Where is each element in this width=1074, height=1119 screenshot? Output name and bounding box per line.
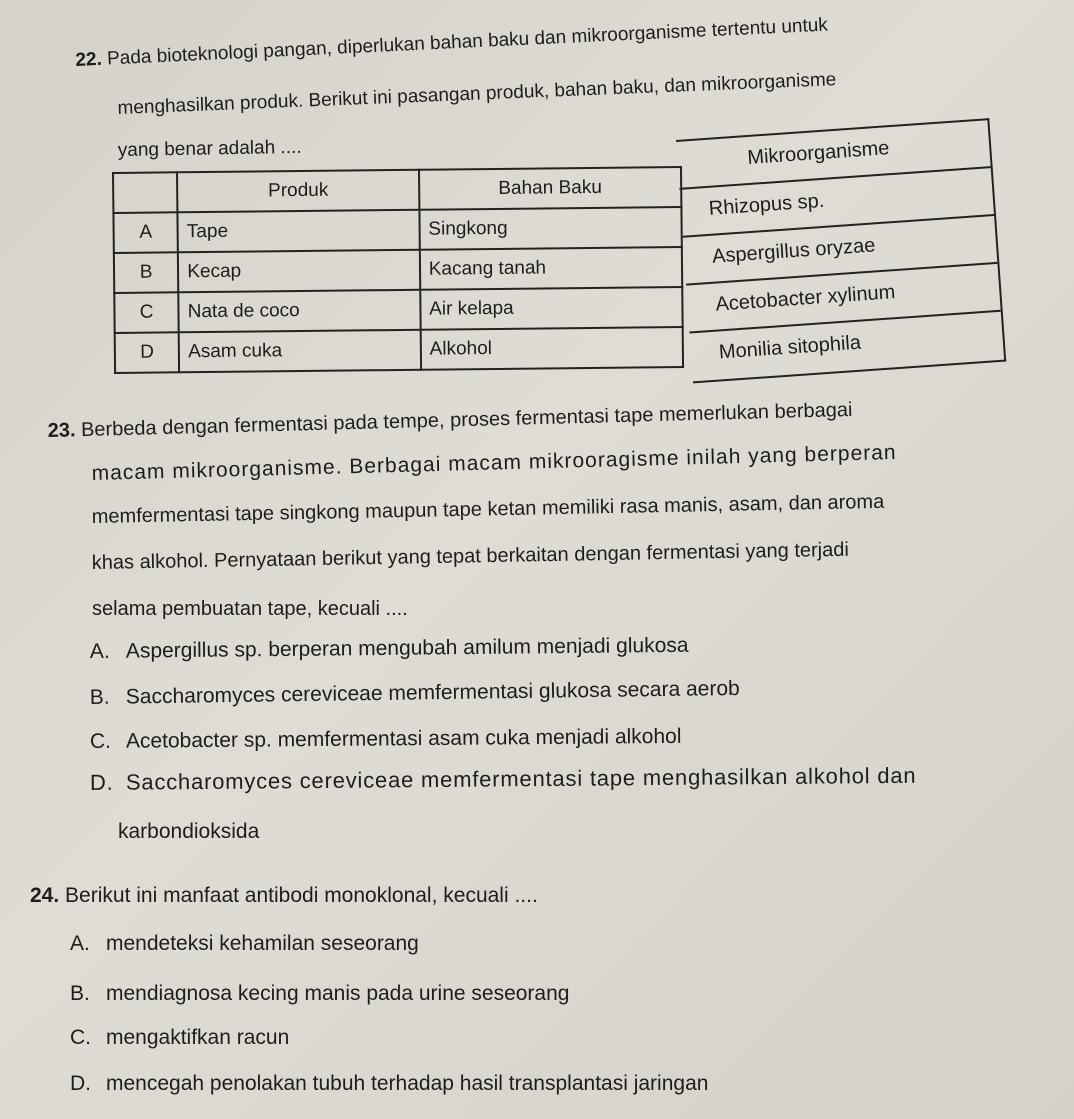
row-produk: Asam cuka xyxy=(179,330,421,373)
row-mikro: Acetobacter xylinum xyxy=(714,281,896,316)
header-bahan-baku: Bahan Baku xyxy=(419,167,682,210)
q23-line1: 23. Berbeda dengan fermentasi pada tempe, proses fermentasi tape memerlukan berbagai xyxy=(47,398,853,443)
q24-option-a: A. mendeteksi kehamilan seseorang xyxy=(70,932,419,955)
q22-table xyxy=(112,166,684,374)
row-letter: B xyxy=(114,252,179,293)
q24-option-b: B. mendiagnosa kecing manis pada urine seseorang xyxy=(70,982,570,1005)
table-row xyxy=(114,247,682,293)
row-letter: C xyxy=(114,292,179,333)
table-row xyxy=(114,287,682,333)
row-mikro: Monilia sitophila xyxy=(718,331,862,364)
row-bahan: Air kelapa xyxy=(420,287,683,330)
q22-line1: 22. Pada bioteknologi pangan, diperlukan bahan baku dan mikroorganisme tertentu untuk xyxy=(74,14,829,72)
q24-option-c: C. mengaktifkan racun xyxy=(70,1026,290,1049)
q22-line2: menghasilkan produk. Berikut ini pasangan produk, bahan baku, dan mikroorganisme xyxy=(117,69,837,120)
q24-number: 24. xyxy=(30,884,60,907)
q24-option-d: D. mencegah penolakan tubuh terhadap hasil transplantasi jaringan xyxy=(70,1072,709,1095)
row-letter: D xyxy=(115,332,180,373)
row-mikro: Rhizopus sp. xyxy=(708,189,825,220)
row-bahan: Kacang tanah xyxy=(420,247,683,290)
table-row xyxy=(115,327,683,373)
row-mikro: Aspergillus oryzae xyxy=(711,234,877,268)
q23-option-d: D. Saccharomyces cereviceae memfermentasi tape menghasilkan alkohol dan xyxy=(89,762,917,796)
row-bahan: Singkong xyxy=(419,207,682,250)
header-mikroorganisme: Mikroorganisme xyxy=(746,137,891,170)
q23-option-b: B. Saccharomyces cereviceae memfermentasi glukosa secara aerob xyxy=(89,676,740,710)
q23-option-c: C. Acetobacter sp. memfermentasi asam cuka menjadi alkohol xyxy=(89,724,682,754)
table-header-row xyxy=(113,167,681,213)
row-produk: Tape xyxy=(178,210,420,253)
q23-line2: macam mikroorganisme. Berbagai macam mikrooragisme inilah yang berperan xyxy=(91,440,897,486)
q23-line4: khas alkohol. Pernyataan berikut yang tepat berkaitan dengan fermentasi yang terjadi xyxy=(91,538,850,575)
row-letter: A xyxy=(113,212,178,253)
q23-option-a: A. Aspergillus sp. berperan mengubah amilum menjadi glukosa xyxy=(89,633,689,664)
row-produk: Nata de coco xyxy=(179,290,421,333)
q24-question: 24. Berikut ini manfaat antibodi monoklonal, kecuali .... xyxy=(30,884,538,907)
q23-line5: selama pembuatan tape, kecuali .... xyxy=(92,598,408,620)
q23-line3: memfermentasi tape singkong maupun tape ketan memiliki rasa manis, asam, dan aroma xyxy=(91,490,885,529)
table-row xyxy=(113,207,681,253)
row-bahan: Alkohol xyxy=(420,327,683,370)
q23-option-d-continuation: karbondioksida xyxy=(118,820,260,843)
q23-number: 23. xyxy=(47,419,76,443)
q22-line3: yang benar adalah .... xyxy=(117,136,302,162)
row-produk: Kecap xyxy=(178,250,420,293)
mikroorganisme-column xyxy=(676,118,1006,383)
q22-number: 22. xyxy=(74,48,103,72)
header-produk: Produk xyxy=(177,170,419,213)
